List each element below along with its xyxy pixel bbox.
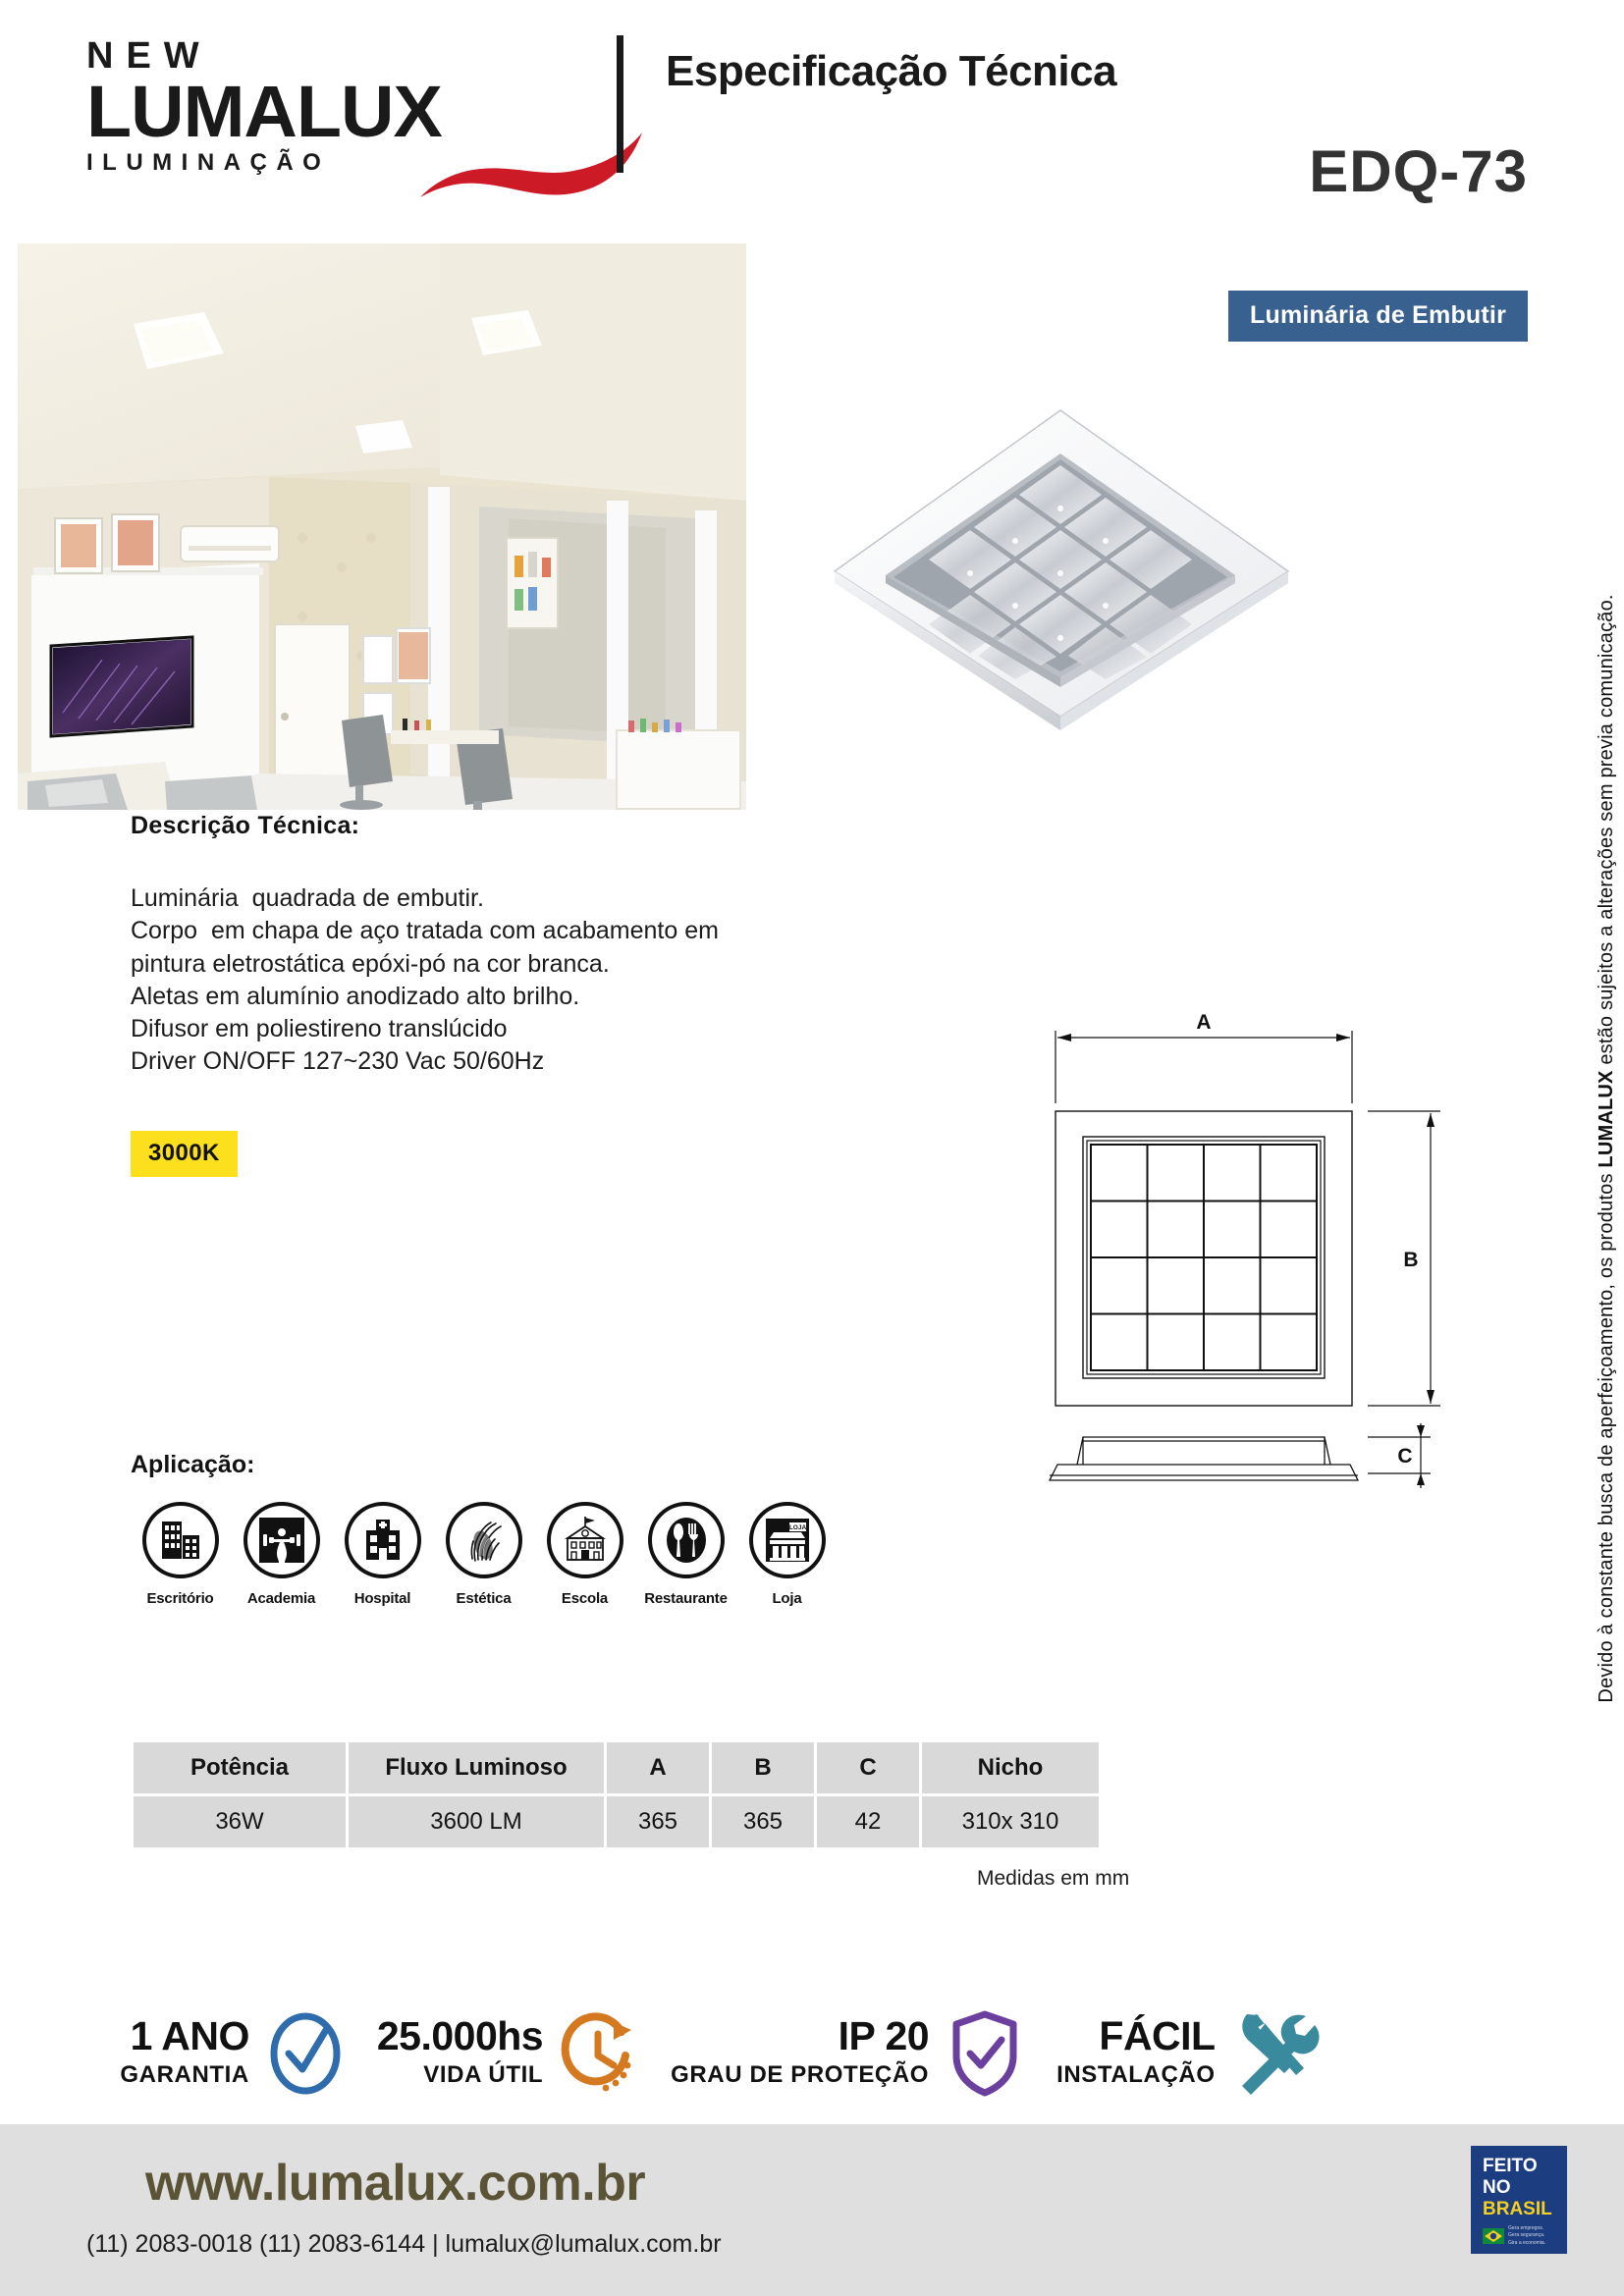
feature-label: GARANTIA bbox=[120, 2061, 249, 2088]
description-line: Driver ON/OFF 127~230 Vac 50/60Hz bbox=[131, 1047, 545, 1076]
logo-line-lumalux: LUMALUX bbox=[86, 71, 442, 152]
company-logo bbox=[86, 37, 607, 189]
application-heading: Aplicação: bbox=[131, 1451, 255, 1478]
description-line: Corpo em chapa de aço tratada com acabamento em bbox=[131, 917, 719, 945]
application-label: Escola bbox=[561, 1590, 609, 1607]
application-label: Academia bbox=[246, 1590, 316, 1607]
description-heading: Descrição Técnica: bbox=[131, 812, 360, 839]
table-row bbox=[134, 1796, 1099, 1847]
application-item-escola bbox=[534, 1502, 635, 1607]
description-body bbox=[131, 882, 818, 1079]
badge-line-no: NO bbox=[1483, 2177, 1511, 2198]
brazil-flag-icon bbox=[1483, 2228, 1504, 2244]
application-item-escritorio bbox=[130, 1502, 231, 1607]
feature-label: GRAU DE PROTEÇÃO bbox=[671, 2061, 930, 2088]
badge-tagline: Gera empregos. bbox=[1508, 2225, 1544, 2231]
page-header bbox=[0, 0, 1624, 329]
logo-line-new: NEW bbox=[86, 35, 212, 77]
dimension-label-c: C bbox=[1397, 1445, 1413, 1468]
table-cell: 36W bbox=[134, 1796, 346, 1847]
dumbbell-icon bbox=[244, 1502, 320, 1578]
feature-label: INSTALAÇÃO bbox=[1056, 2061, 1216, 2088]
table-cell: 365 bbox=[712, 1796, 814, 1847]
disclaimer-part2: estão sujeitos a alterações sem previa comunicação. bbox=[1596, 593, 1617, 1070]
office-building-icon bbox=[142, 1502, 219, 1578]
made-in-brazil-badge bbox=[1471, 2146, 1567, 2254]
feature-value: IP 20 bbox=[838, 2013, 930, 2058]
page-title: Especificação Técnica bbox=[666, 47, 1117, 95]
header-divider bbox=[617, 35, 623, 173]
feature-warranty bbox=[120, 2004, 347, 2099]
table-header-cell: B bbox=[712, 1742, 814, 1793]
table-cell: 310x 310 bbox=[922, 1796, 1099, 1847]
application-item-academia bbox=[231, 1502, 332, 1607]
feature-value: FÁCIL bbox=[1099, 2013, 1216, 2058]
store-icon bbox=[749, 1502, 826, 1578]
specifications-table bbox=[131, 1739, 1102, 1850]
badge-tagline: Gera segurança. bbox=[1508, 2232, 1545, 2239]
feature-value: 1 ANO bbox=[130, 2013, 249, 2058]
hands-beauty-icon bbox=[446, 1502, 522, 1578]
table-cell: 365 bbox=[607, 1796, 709, 1847]
description-line: pintura eletrostática epóxi-pó na cor branca. bbox=[131, 949, 610, 978]
application-label: Loja bbox=[772, 1590, 802, 1607]
table-header-cell: Fluxo Luminoso bbox=[349, 1742, 604, 1793]
school-icon bbox=[547, 1502, 623, 1578]
contact-info[interactable]: (11) 2083-0018 (11) 2083-6144 | lumalux@lumalux.com.br bbox=[86, 2230, 722, 2258]
hospital-icon bbox=[345, 1502, 421, 1578]
disclaimer-brand: LUMALUX bbox=[1596, 1069, 1617, 1168]
feature-value: 25.000hs bbox=[376, 2013, 544, 2058]
dimension-label-b: B bbox=[1403, 1249, 1419, 1271]
table-header-cell: Nicho bbox=[922, 1742, 1099, 1793]
measurement-note: Medidas em mm bbox=[977, 1867, 1130, 1890]
table-header-cell: C bbox=[817, 1742, 919, 1793]
application-photo bbox=[18, 243, 746, 810]
table-cell: 42 bbox=[817, 1796, 919, 1847]
description-line: Luminária quadrada de embutir. bbox=[131, 884, 484, 912]
description-line: Difusor em poliestireno translúcido bbox=[131, 1015, 508, 1042]
badge-line-brasil: BRASIL bbox=[1483, 2199, 1552, 2219]
application-item-hospital bbox=[332, 1502, 433, 1607]
dimension-label-a: A bbox=[1196, 1011, 1212, 1034]
disclaimer-part1: Devido à constante busca de aperfeiçoamento, os produtos bbox=[1596, 1167, 1617, 1703]
application-icons-row bbox=[130, 1502, 838, 1607]
badge-line-feito: FEITO bbox=[1483, 2156, 1538, 2176]
feature-installation bbox=[1056, 2004, 1324, 2099]
feature-label: VIDA ÚTIL bbox=[423, 2061, 544, 2088]
application-label: Escritório bbox=[146, 1590, 214, 1607]
feature-ip-rating bbox=[671, 2004, 1027, 2099]
application-item-estetica bbox=[433, 1502, 534, 1607]
shield-check-icon bbox=[943, 2004, 1027, 2099]
table-header-cell: A bbox=[607, 1742, 709, 1793]
application-label: Hospital bbox=[353, 1590, 411, 1607]
application-label: Estética bbox=[456, 1590, 512, 1607]
website-url[interactable]: www.lumalux.com.br bbox=[145, 2155, 646, 2212]
check-circle-icon bbox=[263, 2004, 348, 2099]
application-item-restaurante bbox=[635, 1502, 736, 1607]
table-header-row bbox=[134, 1742, 1099, 1793]
disclaimer-note bbox=[1596, 594, 1618, 1702]
table-header-cell: Potência bbox=[134, 1742, 346, 1793]
product-render-image bbox=[825, 393, 1296, 746]
logo-swoosh-icon bbox=[418, 128, 644, 198]
fork-spoon-icon bbox=[648, 1502, 725, 1578]
badge-tagline: Gira a economia. bbox=[1508, 2239, 1546, 2246]
features-bar bbox=[0, 1983, 1443, 2120]
page-footer bbox=[0, 2124, 1624, 2296]
description-line: Aletas em alumínio anodizado alto brilho. bbox=[131, 982, 580, 1010]
product-type-badge: Luminária de Embutir bbox=[1228, 291, 1528, 342]
clock-icon bbox=[557, 2004, 641, 2099]
application-item-loja bbox=[736, 1502, 838, 1607]
logo-line-iluminacao: ILUMINAÇÃO bbox=[86, 149, 331, 177]
tools-icon bbox=[1229, 2004, 1324, 2099]
feature-lifetime bbox=[377, 2004, 641, 2099]
application-label: Restaurante bbox=[644, 1590, 728, 1607]
table-cell: 3600 LM bbox=[349, 1796, 604, 1847]
svg-text:LOJA: LOJA bbox=[788, 1524, 806, 1531]
color-temperature-badge: 3000K bbox=[131, 1131, 238, 1177]
product-code: EDQ-73 bbox=[1309, 138, 1528, 204]
technical-drawing bbox=[1026, 1001, 1537, 1502]
